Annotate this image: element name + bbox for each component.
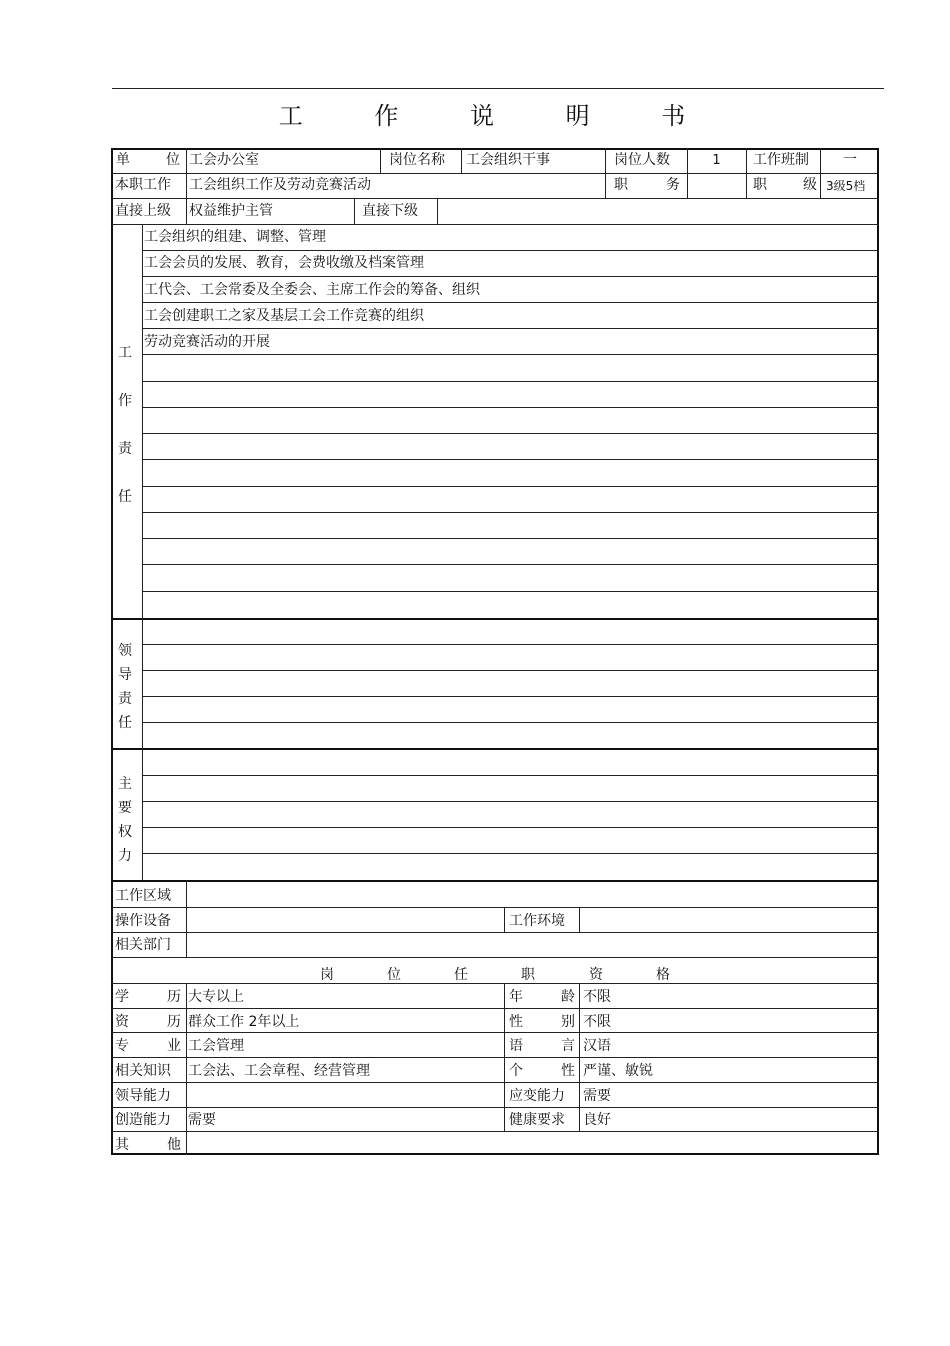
shift-label: 工作班制 (753, 152, 809, 168)
work-area-label: 工作区域 (115, 888, 171, 904)
work-env-label: 工作环境 (509, 913, 565, 929)
departments-label: 相关部门 (115, 937, 171, 953)
unit-value: 工会办公室 (189, 152, 259, 168)
post-count-label: 岗位人数 (614, 152, 670, 168)
list-item: 工会创建职工之家及基层工会工作竞赛的组织 (144, 308, 424, 324)
job-label: 本职工作 (115, 177, 171, 193)
list-item: 劳动竞赛活动的开展 (144, 334, 270, 350)
powers-label: 主 要 权 力 (118, 776, 132, 864)
grade-value: 3级5档 (826, 179, 866, 193)
job-value: 工会组织工作及劳动竞赛活动 (189, 177, 371, 193)
post-name-label: 岗位名称 (389, 152, 445, 168)
top-rule (112, 88, 884, 89)
unit-label: 单 位 (116, 152, 180, 168)
post-count-value: 1 (712, 153, 721, 168)
page-title: 工 作 说 明 书 (278, 102, 718, 130)
list-item: 工会会员的发展、教育，会费收缴及档案管理 (144, 255, 424, 271)
list-item: 工会组织的组建、调整、管理 (144, 229, 326, 245)
subordinate-label: 直接下级 (362, 203, 418, 219)
responsibilities-label: 工 作 责 任 (118, 345, 132, 505)
post-name-value: 工会组织干事 (466, 152, 550, 168)
list-item: 工代会、工会常委及全委会、主席工作会的筹备、组织 (144, 282, 480, 298)
equipment-label: 操作设备 (115, 913, 171, 929)
superior-value: 权益维护主管 (189, 203, 273, 219)
superior-label: 直接上级 (115, 203, 171, 219)
shift-value: 一 (843, 152, 857, 168)
grade-label: 职 级 (753, 177, 817, 193)
duty-label: 职 务 (614, 177, 680, 193)
other-label: 其 他 (115, 1137, 181, 1153)
leadership-label: 领 导 责 任 (118, 643, 132, 731)
